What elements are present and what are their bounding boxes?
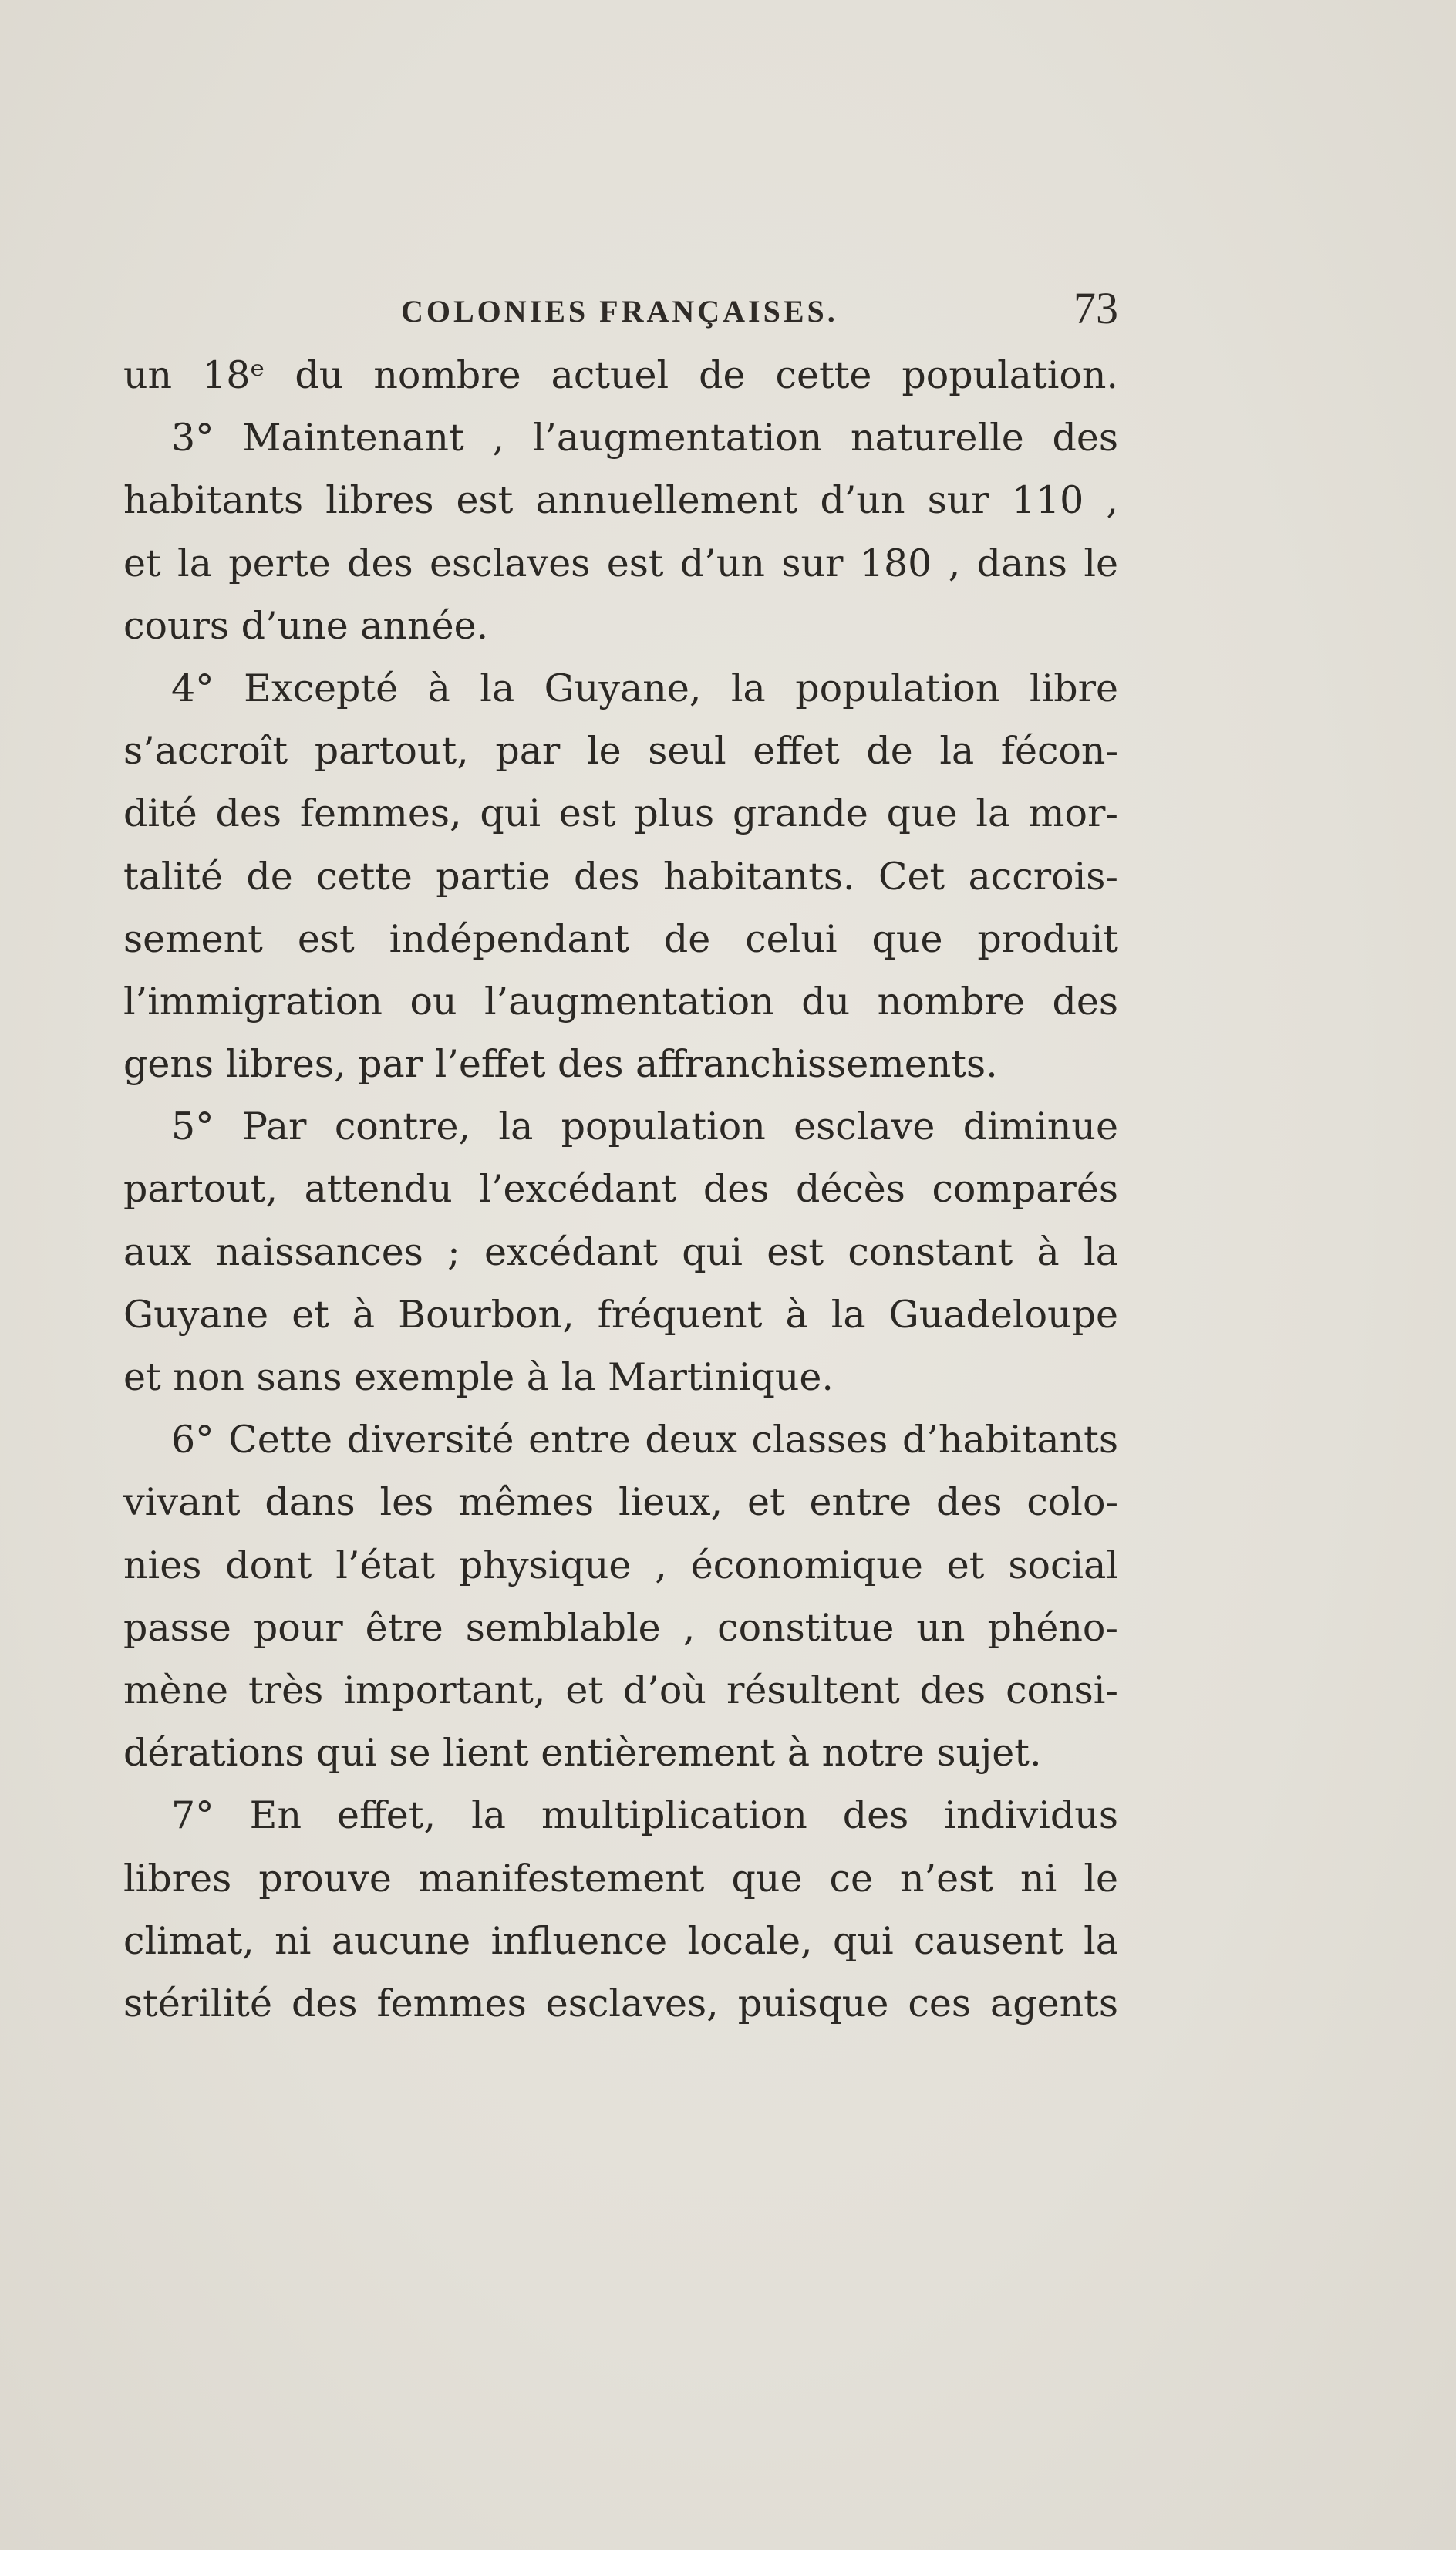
text-line: sement est indépendant de celui que produit [123, 916, 1118, 961]
text-line: aux naissances ; excédant qui est constant à la [123, 1229, 1118, 1274]
text-line: gens libres, par l’effet des affranchissements. [123, 1042, 998, 1087]
text-line: un 18ᵉ du nombre actuel de cette population. [123, 353, 1118, 397]
text-line: et la perte des esclaves est d’un sur 180 , dans le [123, 541, 1118, 585]
body-text [123, 344, 1118, 2035]
text-line: Guyane et à Bourbon, fréquent à la Guadeloupe [123, 1292, 1118, 1337]
text-line: talité de cette partie des habitants. Cet accrois- [123, 854, 1118, 899]
text-line: et non sans exemple à la Martinique. [123, 1355, 834, 1399]
text-line: climat, ni aucune influence locale, qui causent la [123, 1918, 1118, 1963]
text-line: cours d’une année. [123, 603, 489, 648]
text-line: vivant dans les mêmes lieux, et entre des colo- [123, 1480, 1118, 1525]
text-line: mène très important, et d’où résultent des consi- [123, 1668, 1118, 1712]
text-line: stérilité des femmes esclaves, puisque ces agents [123, 1981, 1118, 2025]
text-line: habitants libres est annuellement d’un sur 110 , [123, 478, 1118, 523]
text-line: 7° En effet, la multiplication des individus [171, 1793, 1118, 1838]
running-head: COLONIES FRANÇAISES. [401, 294, 838, 329]
page-number: 73 [1073, 283, 1118, 333]
text-line: 6° Cette diversité entre deux classes d’habitants [171, 1418, 1118, 1462]
page-header [123, 282, 1118, 344]
text-line: s’accroît partout, par le seul effet de la fécon- [123, 729, 1118, 774]
text-line: dité des femmes, qui est plus grande que la mor- [123, 791, 1118, 836]
text-line: partout, attendu l’excédant des décès comparés [123, 1167, 1118, 1212]
text-line: passe pour être semblable , constitue un phéno- [123, 1605, 1118, 1650]
text-line: 3° Maintenant , l’augmentation naturelle des [171, 416, 1118, 460]
text-line: 4° Excepté à la Guyane, la population libre [171, 666, 1118, 710]
text-line: 5° Par contre, la population esclave diminue [171, 1105, 1118, 1149]
text-line: dérations qui se lient entièrement à notre sujet. [123, 1731, 1042, 1776]
text-line: l’immigration ou l’augmentation du nombre des [123, 979, 1118, 1024]
text-line: libres prouve manifestement que ce n’est ni le [123, 1856, 1118, 1901]
text-line: nies dont l’état physique , économique et social [123, 1543, 1118, 1587]
